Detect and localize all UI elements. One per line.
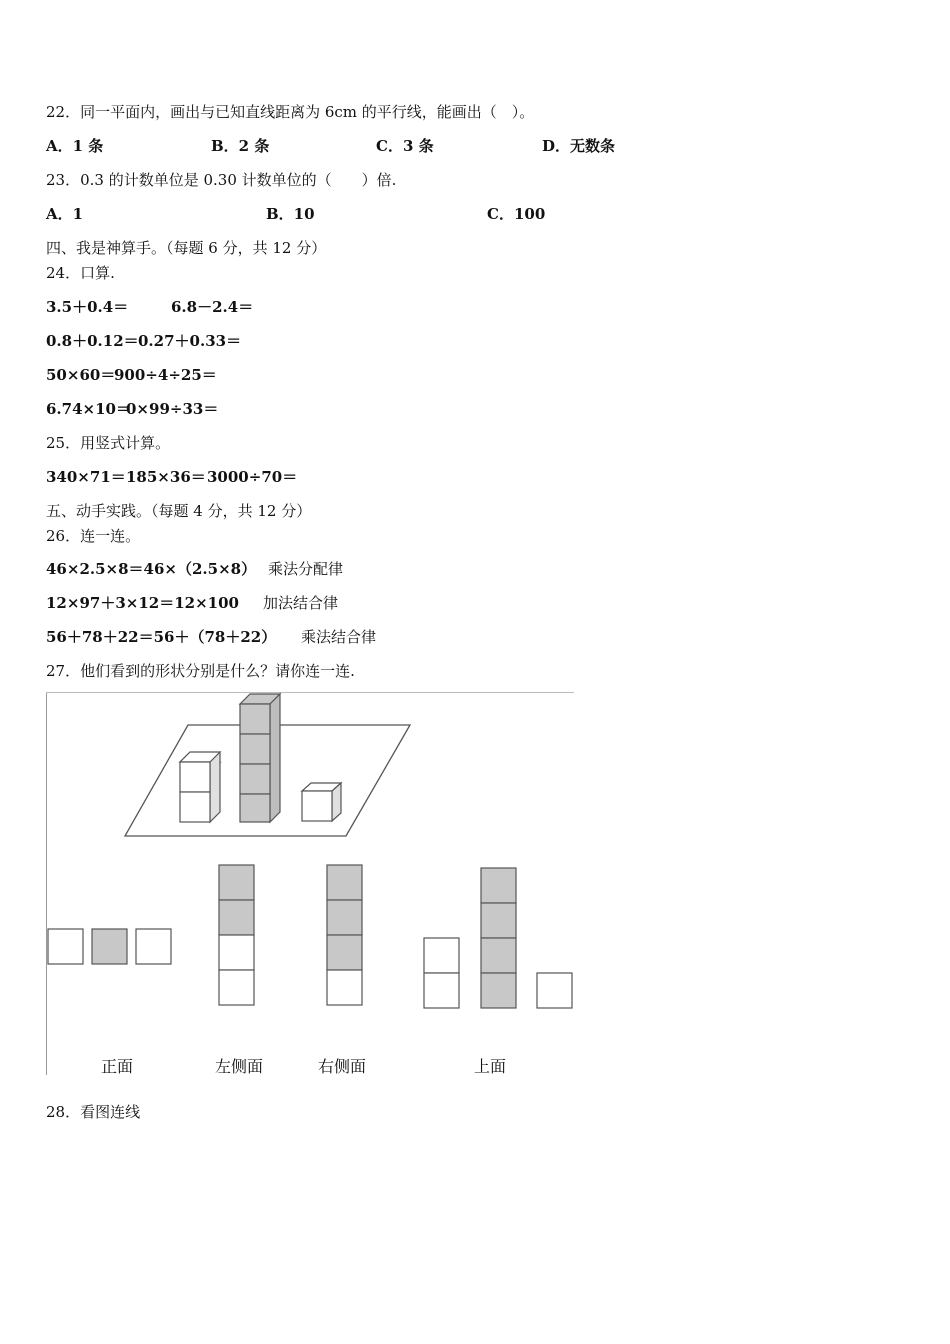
q24-row4-a: 6.74×10＝ bbox=[46, 400, 131, 418]
view-front bbox=[48, 929, 171, 964]
q27-label-top[interactable]: 上面 bbox=[474, 1057, 507, 1076]
q24-title: 24．口算. bbox=[46, 264, 115, 282]
q27-figure bbox=[46, 690, 576, 1080]
q23-option-c[interactable]: C．100 bbox=[487, 205, 546, 223]
section-5-heading: 五、动手实践。（每题 4 分，共 12 分） bbox=[46, 502, 312, 520]
q22-option-c[interactable]: C．3 条 bbox=[376, 137, 434, 155]
cube-stack-two bbox=[180, 752, 220, 822]
view-top bbox=[424, 868, 572, 1008]
q24-row3-a: 50×60＝ bbox=[46, 366, 116, 384]
q26-law-2[interactable]: 加法结合律 bbox=[263, 594, 339, 612]
q24-row1-b: 6.8－2.4＝ bbox=[171, 298, 254, 316]
view-right bbox=[327, 865, 362, 1005]
q22-text: 22．同一平面内，画出与已知直线距离为 6cm 的平行线，能画出（ ）。 bbox=[46, 103, 535, 121]
q24-row4-b: 0×99÷33＝ bbox=[126, 400, 219, 418]
q25-item-2: 185×36＝ bbox=[126, 468, 206, 486]
q26-expr-2: 12×97＋3×12＝12×100 bbox=[46, 594, 239, 612]
q26-title: 26．连一连。 bbox=[46, 527, 141, 545]
q26-law-1[interactable]: 乘法分配律 bbox=[268, 560, 344, 578]
q24-row2-b: 0.27＋0.33＝ bbox=[138, 332, 242, 350]
q26-expr-3: 56＋78＋22＝56＋（78＋22） bbox=[46, 628, 277, 646]
section-4-heading: 四、我是神算手。（每题 6 分，共 12 分） bbox=[46, 239, 327, 257]
view-left bbox=[219, 865, 254, 1005]
q27-title: 27．他们看到的形状分别是什么？请你连一连. bbox=[46, 662, 355, 680]
q22-option-b[interactable]: B．2 条 bbox=[211, 137, 270, 155]
q25-item-3: 3000÷70＝ bbox=[207, 468, 298, 486]
q23-text: 23．0.3 的计数单位是 0.30 计数单位的（ ）倍. bbox=[46, 171, 397, 189]
q22-option-d[interactable]: D．无数条 bbox=[542, 137, 616, 155]
cube-stack-four bbox=[240, 694, 280, 822]
q22-option-a[interactable]: A．1 条 bbox=[46, 137, 104, 155]
q24-row2-a: 0.8＋0.12＝ bbox=[46, 332, 139, 350]
q24-row1-a: 3.5＋0.4＝ bbox=[46, 298, 129, 316]
q26-law-3[interactable]: 乘法结合律 bbox=[301, 628, 377, 646]
q23-option-b[interactable]: B．10 bbox=[266, 205, 315, 223]
cube-single bbox=[302, 783, 341, 821]
q28-title: 28．看图连线 bbox=[46, 1103, 141, 1121]
q25-title: 25．用竖式计算。 bbox=[46, 434, 171, 452]
q27-label-right[interactable]: 右侧面 bbox=[318, 1057, 367, 1076]
q25-item-1: 340×71＝ bbox=[46, 468, 126, 486]
q24-row3-b: 900÷4÷25＝ bbox=[114, 366, 217, 384]
q26-expr-1: 46×2.5×8＝46×（2.5×8） bbox=[46, 560, 257, 578]
q27-label-front[interactable]: 正面 bbox=[101, 1057, 134, 1076]
q27-label-left[interactable]: 左侧面 bbox=[215, 1057, 264, 1076]
q23-option-a[interactable]: A．1 bbox=[46, 205, 84, 223]
